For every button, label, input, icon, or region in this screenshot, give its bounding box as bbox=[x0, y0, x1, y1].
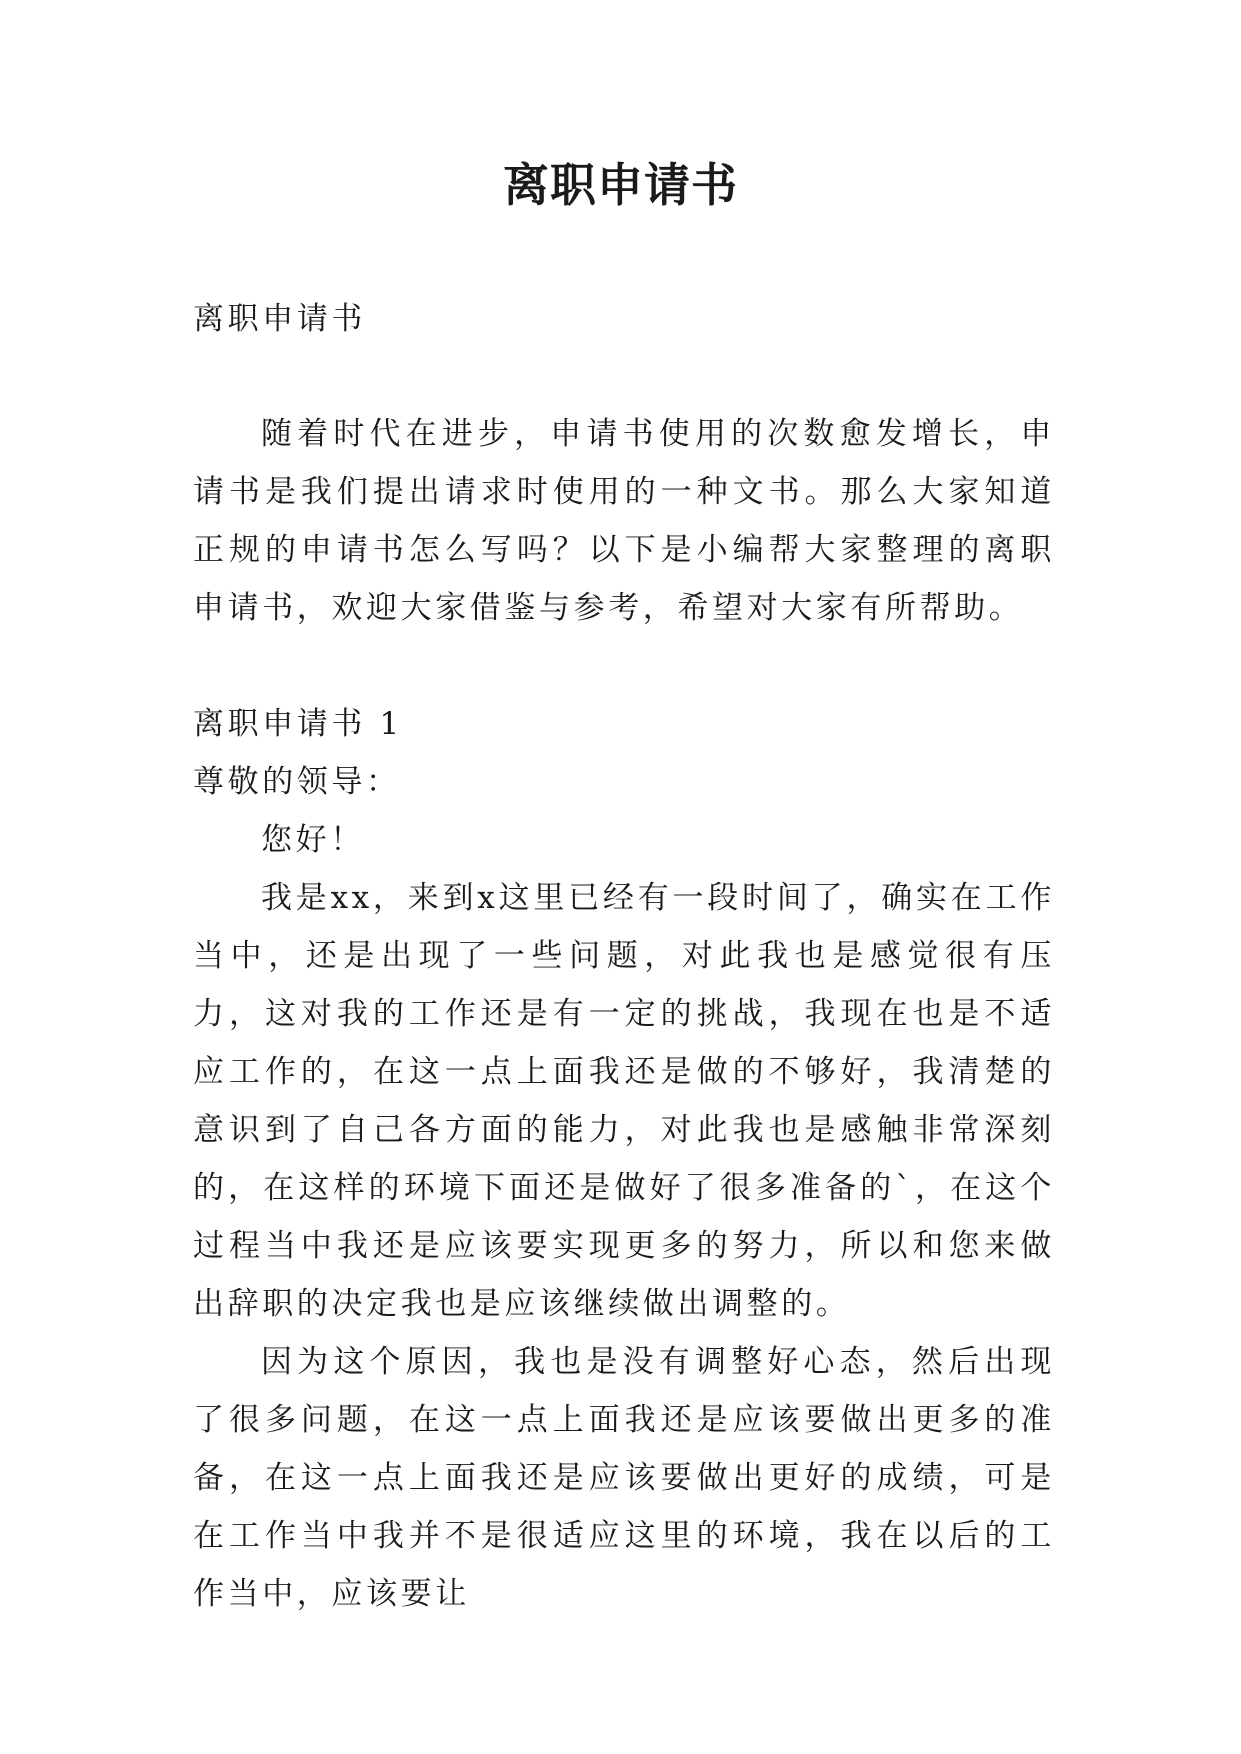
section-title: 离职申请书 1 bbox=[193, 706, 403, 742]
letter-paragraph: 我是xx，来到x这里已经有一段时间了，确实在工作当中，还是出现了一些问题，对此我也是感觉很有压力，这对我的工作还是有一定的挑战，我现在也是不适应工作的，在这一点上面我还是做的不够好，我清楚的意识到了自己各方面的能力，对此我也是感触非常深刻的，在这样的环境下面还是做好了很多准备的`，在这个过程当中我还是应该要实现更多的努力，所以和您来做出辞职的决定我也是应该继续做出调整的。 bbox=[193, 880, 1055, 1322]
document-subheading: 离职申请书 bbox=[193, 301, 366, 337]
document-title: 离职申请书 bbox=[503, 158, 738, 212]
letter-paragraph: 因为这个原因，我也是没有调整好心态，然后出现了很多问题，在这一点上面我还是应该要做出更多的准备，在这一点上面我还是应该要做出更好的成绩，可是在工作当中我并不是很适应这里的环境，我在以后的工作当中，应该要让 bbox=[193, 1344, 1055, 1612]
letter-body bbox=[193, 695, 1055, 1623]
greeting: 您好！ bbox=[261, 822, 365, 858]
salutation: 尊敬的领导： bbox=[193, 764, 401, 800]
intro-paragraph: 随着时代在进步，申请书使用的次数愈发增长，申请书是我们提出请求时使用的一种文书。那么大家知道正规的申请书怎么写吗？以下是小编帮大家整理的离职申请书，欢迎大家借鉴与参考，希望对大家有所帮助。 bbox=[193, 416, 1055, 626]
